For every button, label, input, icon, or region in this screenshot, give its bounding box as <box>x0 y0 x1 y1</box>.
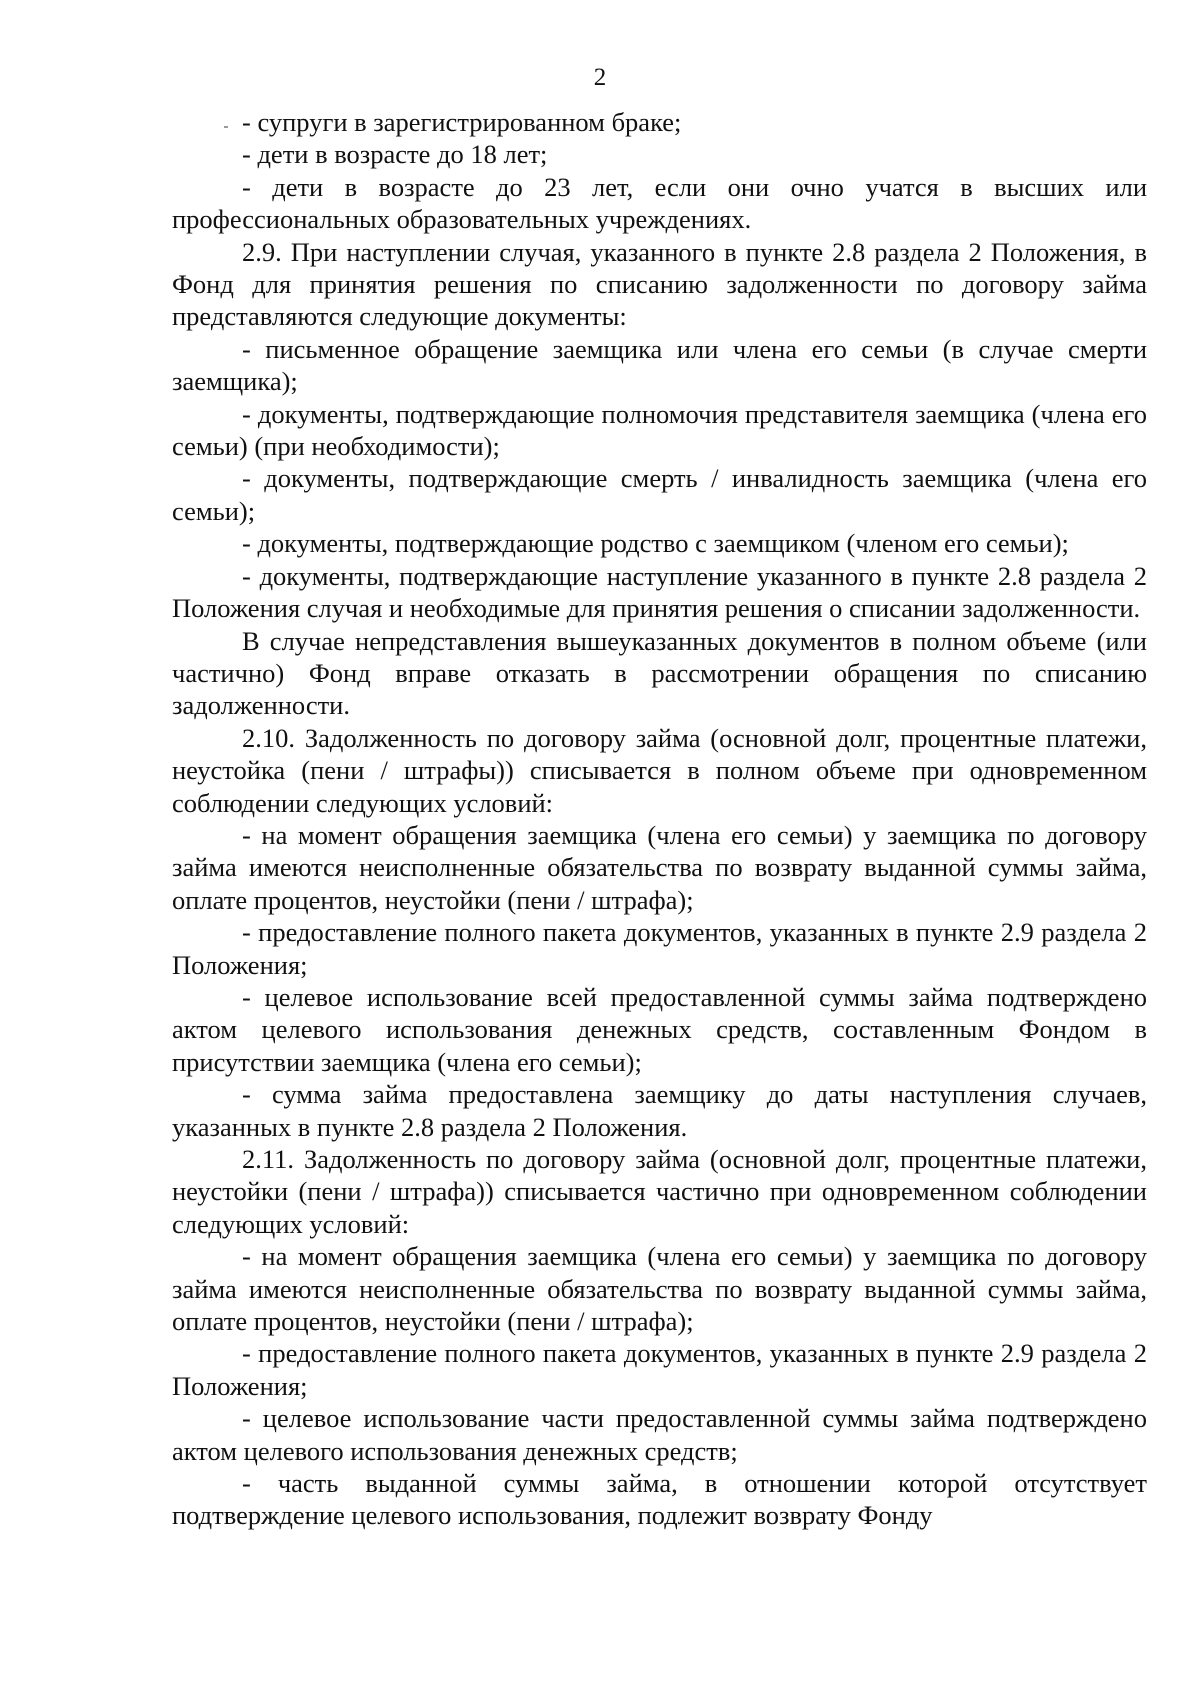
paragraph: - часть выданной суммы займа, в отношении которой отсутствует подтверждение целевого использования, подлежит возврату Фонду <box>172 1468 1147 1531</box>
paragraph: - супруги в зарегистрированном браке; <box>242 107 682 137</box>
paragraph: - на момент обращения заемщика (члена его семьи) у заемщика по договору займа имеются неисполненные обязательства по возврату выданной суммы займа, оплате процентов, неустойки (пени / штрафа); <box>172 1241 1147 1337</box>
paragraph: - письменное обращение заемщика или члена его семьи (в случае смерти заемщика); <box>172 333 1147 397</box>
page-number: 2 <box>593 64 607 91</box>
paragraph: - документы, подтверждающие смерть / инвалидность заемщика (члена его семьи); <box>172 463 1147 526</box>
paragraph: - документы, подтверждающие полномочия представителя заемщика (члена его семьи) (при необходимости); <box>172 398 1147 462</box>
paragraph: - документы, подтверждающие родство с заемщиком (членом его семьи); <box>242 528 1069 559</box>
paragraph: - целевое использование всей предоставленной суммы займа подтверждено актом целевого использования денежных средств, составленным Фондом в присутствии заемщика (члена его семьи); <box>172 981 1147 1077</box>
paragraph: - дети в возрасте до 18 лет; <box>242 139 548 170</box>
paragraph: - на момент обращения заемщика (члена его семьи) у заемщика по договору займа имеются неисполненные обязательства по возврату выданной суммы займа, оплате процентов, неустойки (пени / штрафа); <box>172 819 1147 915</box>
paragraph: 2.10. Задолженность по договору займа (основной долг, процентные платежи, неустойка (пени / штрафы)) списывается в полном объеме при одновременном соблюдении следующих условий: <box>172 722 1147 818</box>
paragraph: В случае непредставления вышеуказанных документов в полном объеме (или частично) Фонд вправе отказать в рассмотрении обращения по списанию задолженности. <box>172 625 1147 721</box>
paragraph: - предоставление полного пакета документов, указанных в пункте 2.9 раздела 2 Положения; <box>172 917 1147 980</box>
paragraph: - целевое использование части предоставленной суммы займа подтверждено актом целевого использования денежных средств; <box>172 1403 1147 1466</box>
paragraph: - дети в возрасте до 23 лет, если они очно учатся в высших или профессиональных образовательных учреждениях. <box>172 171 1147 235</box>
paragraph: 2.9. При наступлении случая, указанного в пункте 2.8 раздела 2 Положения, в Фонд для принятия решения по списанию задолженности по договору займа представляются следующие документы: <box>172 236 1147 332</box>
paragraph: - документы, подтверждающие наступление указанного в пункте 2.8 раздела 2 Положения случая и необходимые для принятия решения о списании задолженности. <box>172 560 1147 624</box>
paragraph: 2.11. Задолженность по договору займа (основной долг, процентные платежи, неустойки (пени / штрафа)) списывается частично при одновременном соблюдении следующих условий: <box>172 1144 1147 1239</box>
paragraph: - сумма займа предоставлена заемщику до даты наступления случаев, указанных в пункте 2.8 раздела 2 Положения. <box>172 1079 1147 1142</box>
document-body <box>172 106 1147 1532</box>
paragraph: - предоставление полного пакета документов, указанных в пункте 2.9 раздела 2 Положения; <box>172 1338 1147 1401</box>
